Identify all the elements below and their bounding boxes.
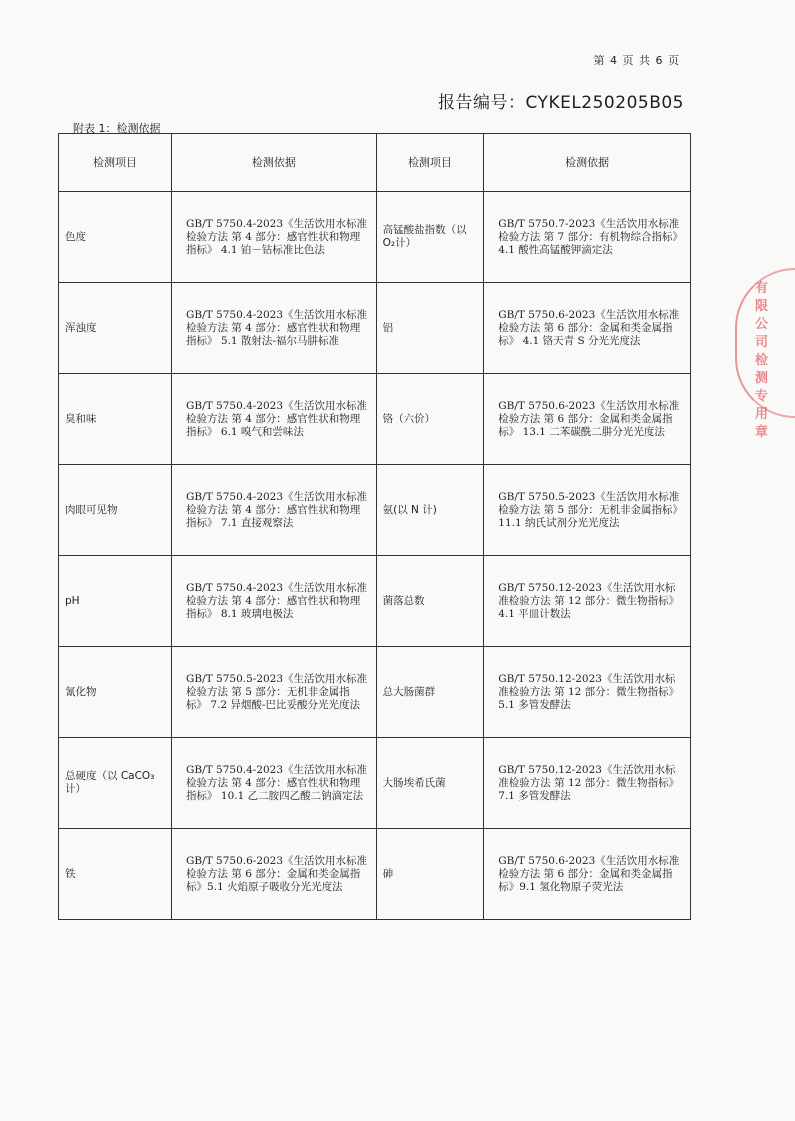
table-caption: 附表 1：检测依据 (73, 122, 161, 135)
table-row (59, 192, 691, 283)
basis-cell: GB/T 5750.7-2023《生活饮用水标准检验方法 第 7 部分：有机物综合指标》 4.1 酸性高锰酸钾滴定法 (484, 192, 691, 283)
basis-cell: GB/T 5750.5-2023《生活饮用水标准检验方法 第 5 部分：无机非金属指标》 7.2 异烟酸-巴比妥酸分光光度法 (172, 647, 377, 738)
table-row (59, 738, 691, 829)
basis-cell: GB/T 5750.6-2023《生活饮用水标准检验方法 第 6 部分：金属和类金属指标》5.1 火焰原子吸收分光光度法 (172, 829, 377, 920)
item-cell: 肉眼可见物 (59, 465, 172, 556)
detection-basis-table (58, 133, 691, 920)
basis-cell: GB/T 5750.6-2023《生活饮用水标准检验方法 第 6 部分：金属和类金属指标》 13.1 二苯碳酰二肼分光光度法 (484, 374, 691, 465)
header-item: 检测项目 (376, 134, 484, 192)
seal-stamp (735, 268, 795, 440)
item-cell: 臭和味 (59, 374, 172, 465)
basis-cell: GB/T 5750.6-2023《生活饮用水标准检验方法 第 6 部分：金属和类金属指标》9.1 氢化物原子荧光法 (484, 829, 691, 920)
item-cell: 总硬度（以 CaCO₃计） (59, 738, 172, 829)
basis-cell: GB/T 5750.4-2023《生活饮用水标准检验方法 第 4 部分：感官性状和物理指标》 5.1 散射法-福尔马肼标准 (172, 283, 377, 374)
basis-cell: GB/T 5750.5-2023《生活饮用水标准检验方法 第 5 部分：无机非金属指标》 11.1 纳氏试剂分光光度法 (484, 465, 691, 556)
header-basis: 检测依据 (484, 134, 691, 192)
report-number: 报告编号：CYKEL250205B05 (437, 93, 684, 113)
seal-stamp-text: 有限公司检测专用章 (755, 281, 769, 440)
item-cell: 浑浊度 (59, 283, 172, 374)
table-row (59, 829, 691, 920)
basis-cell: GB/T 5750.4-2023《生活饮用水标准检验方法 第 4 部分：感官性状和物理指标》 7.1 直接观察法 (172, 465, 377, 556)
item-cell: 铬（六价） (376, 374, 484, 465)
table-row (59, 283, 691, 374)
item-cell: 砷 (376, 829, 484, 920)
item-cell: 氰化物 (59, 647, 172, 738)
basis-cell: GB/T 5750.12-2023《生活饮用水标准检验方法 第 12 部分：微生物指标》 7.1 多管发酵法 (484, 738, 691, 829)
item-cell: 大肠埃希氏菌 (376, 738, 484, 829)
table-row (59, 465, 691, 556)
item-cell: 氨(以 N 计) (376, 465, 484, 556)
page-indicator: 第 4 页 共 6 页 (593, 54, 680, 67)
item-cell: 菌落总数 (376, 556, 484, 647)
table-header-row (59, 134, 691, 192)
item-cell: 铝 (376, 283, 484, 374)
item-cell: 铁 (59, 829, 172, 920)
basis-cell: GB/T 5750.12-2023《生活饮用水标准检验方法 第 12 部分：微生物指标》 4.1 平皿计数法 (484, 556, 691, 647)
basis-cell: GB/T 5750.4-2023《生活饮用水标准检验方法 第 4 部分：感官性状和物理指标》 6.1 嗅气和尝味法 (172, 374, 377, 465)
table-row (59, 556, 691, 647)
basis-cell: GB/T 5750.6-2023《生活饮用水标准检验方法 第 6 部分：金属和类金属指标》 4.1 铬天青 S 分光光度法 (484, 283, 691, 374)
item-cell: 色度 (59, 192, 172, 283)
item-cell: 高锰酸盐指数（以O₂计） (376, 192, 484, 283)
basis-cell: GB/T 5750.4-2023《生活饮用水标准检验方法 第 4 部分：感官性状和物理指标》 10.1 乙二胺四乙酸二钠滴定法 (172, 738, 377, 829)
table-row (59, 374, 691, 465)
basis-cell: GB/T 5750.4-2023《生活饮用水标准检验方法 第 4 部分：感官性状和物理指标》 4.1 铂－钴标准比色法 (172, 192, 377, 283)
basis-cell: GB/T 5750.12-2023《生活饮用水标准检验方法 第 12 部分：微生物指标》 5.1 多管发酵法 (484, 647, 691, 738)
header-item: 检测项目 (59, 134, 172, 192)
header-basis: 检测依据 (172, 134, 377, 192)
basis-cell: GB/T 5750.4-2023《生活饮用水标准检验方法 第 4 部分：感官性状和物理指标》 8.1 玻璃电极法 (172, 556, 377, 647)
item-cell: pH (59, 556, 172, 647)
item-cell: 总大肠菌群 (376, 647, 484, 738)
table-row (59, 647, 691, 738)
